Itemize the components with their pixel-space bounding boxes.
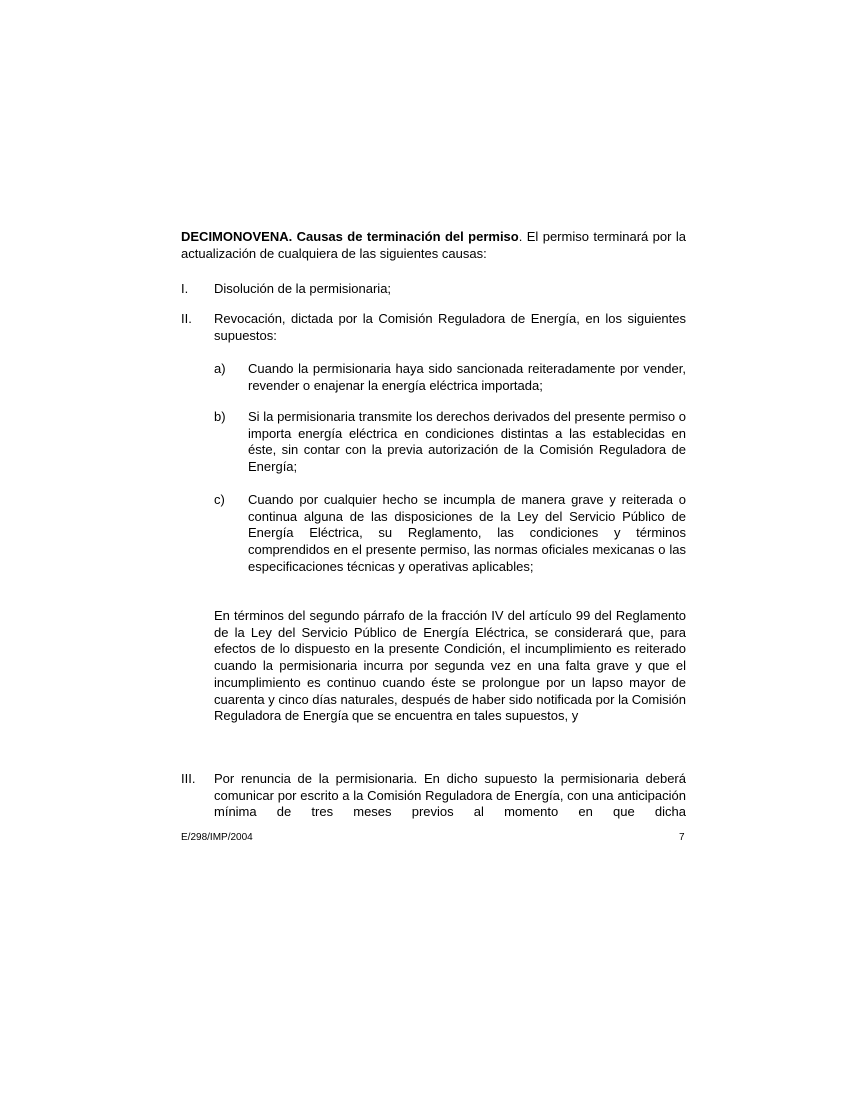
subitem-text: Cuando la permisionaria haya sido sancionada reiteradamente por vender, revender o enajenar la energía eléctrica importada; — [248, 361, 686, 393]
footer-code: E/298/IMP/2004 — [181, 832, 253, 843]
clause-heading — [181, 229, 686, 262]
clause-title: DECIMONOVENA. Causas de terminación del permiso — [181, 229, 519, 244]
subitem-number: c) — [214, 492, 225, 507]
page-number: 7 — [679, 832, 685, 843]
item-text: Por renuncia de la permisionaria. En dicho supuesto la permisionaria deberá comunicar por escrito a la Comisión Reguladora de Energía, con una anticipación mínima de tres meses previos al momento en que dicha — [214, 771, 686, 820]
explanatory-paragraph: En términos del segundo párrafo de la fracción IV del artículo 99 del Reglamento de la Ley del Servicio Público de Energía Eléctrica, se considerará que, para efectos de lo dispuesto en la presente Condición, el incumplimiento es reiterado cuando la permisionaria incurra por segunda vez en una falta grave y que el incumplimiento es continuo cuando éste se prolongue por un lapso mayor de cuarenta y cinco días naturales, después de haber sido notificada por la Comisión Reguladora de Energía que se encuentra en tales supuestos, y — [214, 608, 686, 724]
subitem-text: Si la permisionaria transmite los derechos derivados del presente permiso o importa energía eléctrica en condiciones distintas a las establecidas en éste, sin contar con la previa autorización de la Comisión Reguladora de Energía; — [248, 409, 686, 475]
subitem-text: Cuando por cualquier hecho se incumpla de manera grave y reiterada o continua alguna de las disposiciones de la Ley del Servicio Público de Energía Eléctrica, su Reglamento, las condiciones y términos comprendidos en el presente permiso, las normas oficiales mexicanas o las especificaciones técnicas y operativas aplicables; — [248, 492, 686, 574]
item-number: I. — [181, 281, 189, 296]
subitem-number: b) — [214, 409, 226, 424]
item-number: II. — [181, 311, 192, 326]
subitem-number: a) — [214, 361, 226, 376]
item-text: Revocación, dictada por la Comisión Reguladora de Energía, en los siguientes supuestos: — [214, 311, 686, 343]
item-text: Disolución de la permisionaria; — [214, 281, 392, 296]
item-number: III. — [181, 771, 196, 786]
clause-intro: . El permiso terminará por la actualización de cualquiera de las siguientes causas: — [181, 229, 686, 261]
